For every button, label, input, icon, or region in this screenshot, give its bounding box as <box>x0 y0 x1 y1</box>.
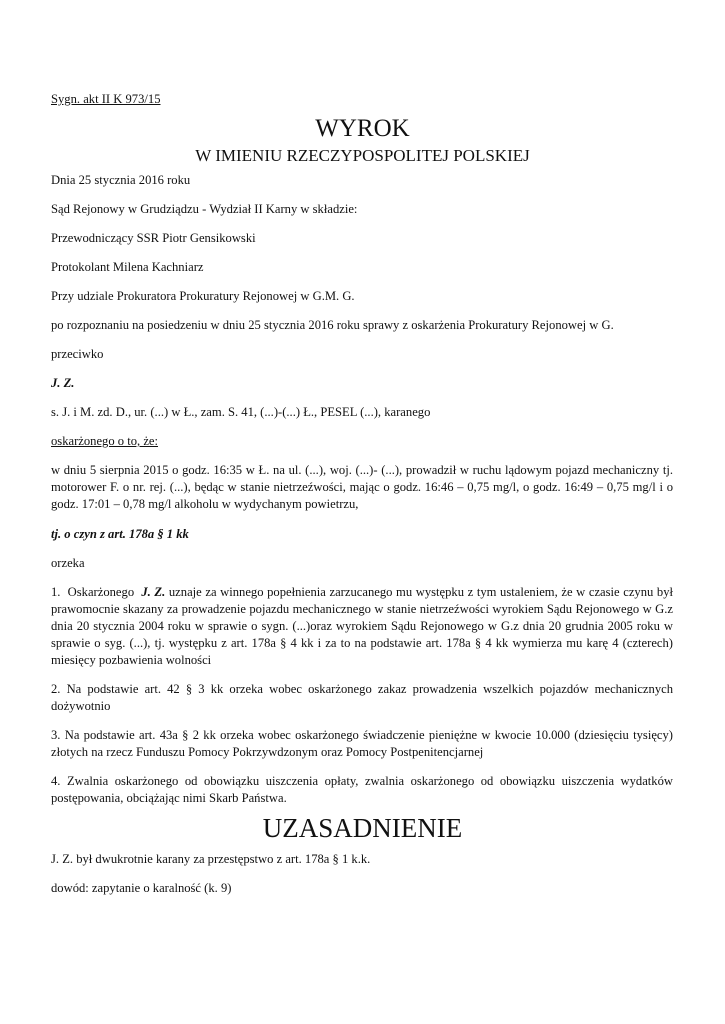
ruling-item-2: 2. Na podstawie art. 42 § 3 kk orzeka wobec oskarżonego zakaz prowadzenia wszelkich pojazdów mechanicznych dożywotnio <box>51 682 673 713</box>
prosecutor-line: Przy udziale Prokuratora Prokuratury Rejonowej w G.M. G. <box>51 289 355 303</box>
ruling-label: orzeka <box>51 556 85 570</box>
defendant-name: J. Z. <box>51 376 75 390</box>
offense-line: tj. o czyn z art. 178a § 1 kk <box>51 527 189 541</box>
ruling-1-name: J. Z. <box>141 585 166 599</box>
accused-label: oskarżonego o to, że: <box>51 434 159 448</box>
document-subtitle: W IMIENIU RZECZYPOSPOLITEJ POLSKIEJ <box>195 146 530 165</box>
justification-title: UZASADNIENIE <box>262 813 463 843</box>
against-label: przeciwko <box>51 347 104 361</box>
document-title: WYROK <box>315 115 410 142</box>
date-line: Dnia 25 stycznia 2016 roku <box>51 173 191 187</box>
justification-line-1: J. Z. był dwukrotnie karany za przestępstwo z art. 178a § 1 k.k. <box>51 852 371 866</box>
ruling-1-text: uznaje za winnego popełnienia zarzucanego mu występku z tym ustaleniem, że w czasie czynu był prawomocnie skazany za prowadzenie pojazdu mechanicznego w stanie nietrzeźwości wyrokiem Sądu Rejonowego w G.z dnia 20 stycznia 2004 roku w sprawie o sygn. (...)oraz wyrokiem Sądu Rejonowego w G.z dnia 20 grudnia 2005 roku w sprawie o syg. (...), tj. występku z art. 178a § 4 kk i za to na podstawie art. 178a § 4 kk wymierza mu karę 4 (czterech) miesięcy pozbawienia wolności <box>51 585 674 667</box>
evidence-line: dowód: zapytanie o karalność (k. 9) <box>51 881 232 895</box>
proceedings-line: po rozpoznaniu na posiedzeniu w dniu 25 stycznia 2016 roku sprawy z oskarżenia Prokuratury Rejonowej w G. <box>51 318 614 332</box>
clerk-line: Protokolant Milena Kachniarz <box>51 260 204 274</box>
case-number: Sygn. akt II K 973/15 <box>51 92 161 106</box>
ruling-item-4: 4. Zwalnia oskarżonego od obowiązku uiszczenia opłaty, zwalnia oskarżonego od obowiązku uiszczenia wydatków postępowania, obciążając nimi Skarb Państwa. <box>51 774 673 805</box>
charge-paragraph: w dniu 5 sierpnia 2015 o godz. 16:35 w Ł. na ul. (...), woj. (...)- (...), prowadził w ruchu lądowym pojazd mechaniczny tj. motorower F. o nr. rej. (...), będąc w stanie nietrzeźwości, mając o godz. 16:46 – 0,75 mg/l, o godz. 16:49 – 0,75 mg/l i o godz. 17:01 – 0,78 mg/l alkoholu w wydychanym powietrzu, <box>51 463 673 511</box>
defendant-details: s. J. i M. zd. D., ur. (...) w Ł., zam. S. 41, (...)-(...) Ł., PESEL (...), karanego <box>51 405 431 419</box>
court-line: Sąd Rejonowy w Grudziądzu - Wydział II Karny w składzie: <box>51 202 358 216</box>
ruling-item-1 <box>51 584 673 669</box>
ruling-1-prefix: 1. Oskarżonego <box>51 585 142 599</box>
ruling-item-3: 3. Na podstawie art. 43a § 2 kk orzeka wobec oskarżonego świadczenie pieniężne w kwocie 10.000 (dziesięciu tysięcy) złotych na rzecz Funduszu Pomocy Pokrzywdzonym oraz Pomocy Postpenitencjarnej <box>51 728 673 759</box>
chair-line: Przewodniczący SSR Piotr Gensikowski <box>51 231 256 245</box>
